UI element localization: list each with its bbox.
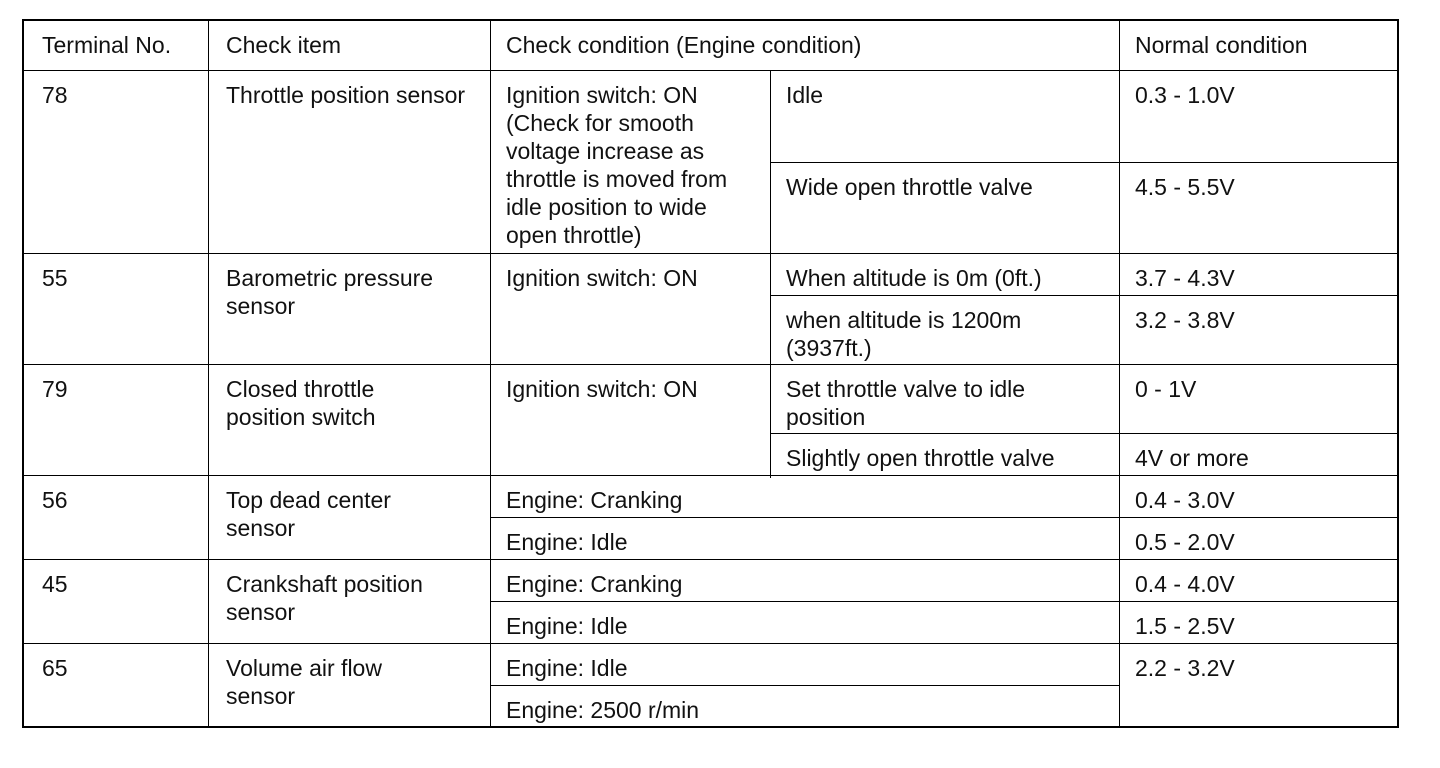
normal-55-1200m: 3.2 - 3.8V <box>1135 307 1235 333</box>
normal-55-0m: 3.7 - 4.3V <box>1135 265 1235 291</box>
header-check-item: Check item <box>226 32 342 58</box>
detail-wide-open-throttle: Wide open throttle valve <box>786 174 1033 200</box>
detail-altitude-0m: When altitude is 0m (0ft.) <box>786 265 1042 291</box>
check-item-barometric: Barometric pressure sensor <box>226 265 434 319</box>
row-divider <box>24 559 1397 560</box>
sub-row-divider <box>770 295 1397 296</box>
grid-line <box>490 21 491 726</box>
detail-slightly-open: Slightly open throttle valve <box>786 445 1055 471</box>
grid-line <box>208 21 209 726</box>
grid-line <box>770 70 771 478</box>
check-item-throttle-position: Throttle position sensor <box>226 82 466 108</box>
normal-79-open: 4V or more <box>1135 445 1249 471</box>
normal-45-idle: 1.5 - 2.5V <box>1135 613 1235 639</box>
terminal-56: 56 <box>42 487 68 513</box>
terminal-45: 45 <box>42 571 68 597</box>
row-divider <box>24 643 1397 644</box>
normal-56-idle: 0.5 - 2.0V <box>1135 529 1235 555</box>
condition-ignition-check-smooth: Ignition switch: ON (Check for smooth voltage increase as throttle is moved from idle position to wide open throttle) <box>506 82 728 248</box>
sub-row-divider <box>490 517 1397 518</box>
sub-row-divider <box>490 601 1397 602</box>
normal-78-wot: 4.5 - 5.5V <box>1135 174 1235 200</box>
grid-line <box>1119 21 1120 726</box>
row-divider <box>24 253 1397 254</box>
check-item-volume-air-flow: Volume air flow sensor <box>226 655 382 709</box>
condition-cranking-45: Engine: Cranking <box>506 571 683 597</box>
condition-idle-45: Engine: Idle <box>506 613 628 639</box>
normal-78-idle: 0.3 - 1.0V <box>1135 82 1235 108</box>
detail-idle: Idle <box>786 82 824 108</box>
sub-row-divider <box>770 162 1397 163</box>
terminal-78: 78 <box>42 82 68 108</box>
terminal-65: 65 <box>42 655 68 681</box>
condition-idle-56: Engine: Idle <box>506 529 628 555</box>
normal-45-cranking: 0.4 - 4.0V <box>1135 571 1235 597</box>
normal-56-cranking: 0.4 - 3.0V <box>1135 487 1235 513</box>
terminal-79: 79 <box>42 376 68 402</box>
sub-row-divider <box>770 433 1397 434</box>
check-item-closed-throttle: Closed throttle position switch <box>226 376 376 430</box>
inspection-table <box>22 19 1399 728</box>
condition-ignition-on-79: Ignition switch: ON <box>506 376 698 402</box>
row-divider <box>24 364 1397 365</box>
row-divider <box>24 70 1397 71</box>
normal-65: 2.2 - 3.2V <box>1135 655 1235 681</box>
condition-2500rpm-65: Engine: 2500 r/min <box>506 697 700 723</box>
condition-idle-65: Engine: Idle <box>506 655 628 681</box>
header-normal-condition: Normal condition <box>1135 32 1308 58</box>
check-item-crankshaft: Crankshaft position sensor <box>226 571 423 625</box>
terminal-55: 55 <box>42 265 68 291</box>
condition-ignition-on-55: Ignition switch: ON <box>506 265 698 291</box>
sub-row-divider <box>490 685 1119 686</box>
normal-79-idle: 0 - 1V <box>1135 376 1197 402</box>
detail-set-throttle-idle: Set throttle valve to idle position <box>786 376 1026 430</box>
check-item-top-dead-center: Top dead center sensor <box>226 487 391 541</box>
header-check-condition: Check condition (Engine condition) <box>506 32 862 58</box>
detail-altitude-1200m: when altitude is 1200m (3937ft.) <box>786 307 1022 361</box>
condition-cranking-56: Engine: Cranking <box>506 487 683 513</box>
row-divider <box>24 475 1397 476</box>
header-terminal-no: Terminal No. <box>42 32 172 58</box>
